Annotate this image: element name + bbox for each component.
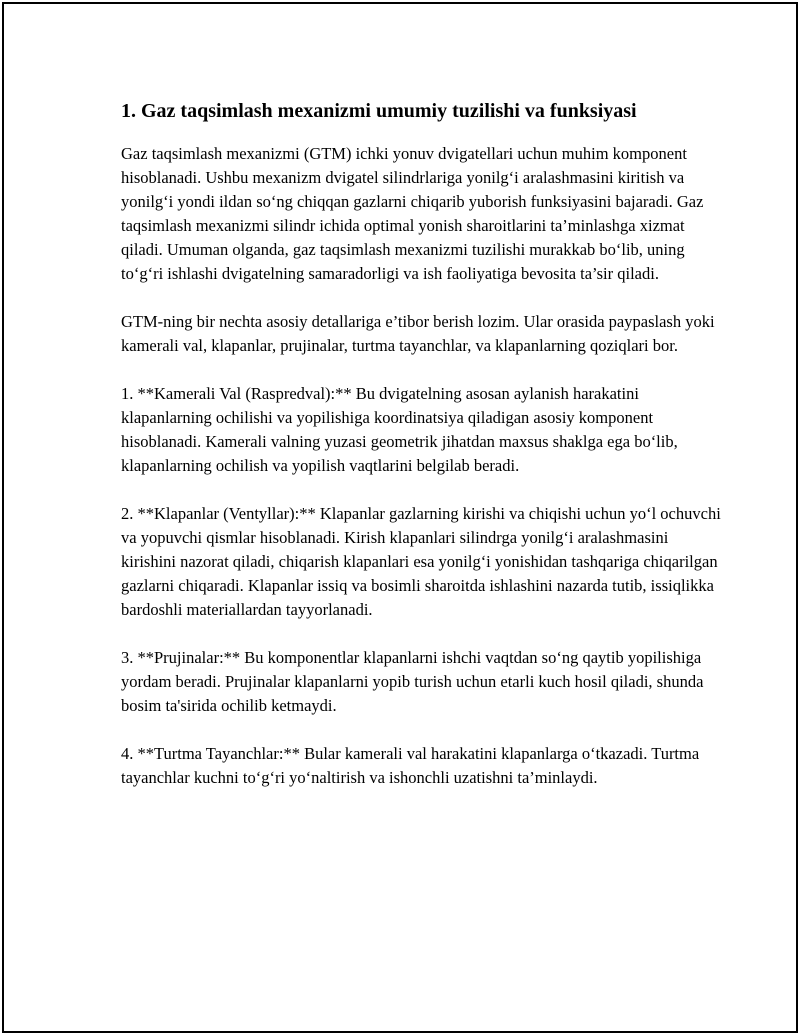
document-body: [121, 97, 721, 814]
pushrods-paragraph: 4. **Turtma Tayanchlar:** Bular kamerali val harakatini klapanlarga o‘tkazadi. Turtma tayanchlar kuchni to‘g‘ri yo‘naltirish va ishonchli uzatishni ta’minlaydi.: [121, 744, 700, 787]
components-paragraph: GTM-ning bir nechta asosiy detallariga e’tibor berish lozim. Ular orasida paypaslash yoki kamerali val, klapanlar, prujinalar, turtma tayanchlar, va klapanlarning qoziqlari bor.: [121, 312, 715, 355]
valves-paragraph: 2. **Klapanlar (Ventyllar):** Klapanlar gazlarning kirishi va chiqishi uchun yo‘l ochuvchi va yopuvchi qismlar hisoblanadi. Kirish klapanlari silindrga yonilg‘i aralashmasini kirishini nazorat qiladi, chiqarish klapanlari esa yonilg‘i yonishidan tashqariga chiqarilgan gazlarni chiqaradi. Klapanlar issiq va bosimli sharoitda ishlashini nazarda tutib, issiqlikka bardoshli materiallardan tayyorlanadi.: [121, 504, 721, 619]
intro-paragraph: Gaz taqsimlash mexanizmi (GTM) ichki yonuv dvigatellari uchun muhim komponent hisoblanadi. Ushbu mexanizm dvigatel silindrlariga yonilg‘i aralashmasini kiritish va yonilg‘i yondi ildan so‘ng chiqqan gazlarni chiqarib yuborish funksiyasini bajaradi. Gaz taqsimlash mexanizmi silindr ichida optimal yonish sharoitlarini ta’minlashga xizmat qiladi. Umuman olganda, gaz taqsimlash mexanizmi tuzilishi murakkab bo‘lib, uning to‘g‘ri ishlashi dvigatelning samaradorligi va ish faoliyatiga bevosita ta’sir qiladi.: [121, 144, 704, 283]
page-frame: [2, 2, 798, 1033]
camshaft-paragraph: 1. **Kamerali Val (Raspredval):** Bu dvigatelning asosan aylanish harakatini klapanlarning ochilishi va yopilishiga koordinatsiya qiladigan asosiy komponent hisoblanadi. Kamerali valning yuzasi geometrik jihatdan maxsus shaklga ega bo‘lib, klapanlarning ochilish va yopilish vaqtlarini belgilab beradi.: [121, 384, 678, 475]
springs-paragraph: 3. **Prujinalar:** Bu komponentlar klapanlarni ishchi vaqtdan so‘ng qaytib yopilishiga yordam beradi. Prujinalar klapanlarni yopib turish uchun etarli kuch hosil qiladi, shunda bosim ta'sirida ochilib ketmaydi.: [121, 648, 704, 715]
section-heading: 1. Gaz taqsimlash mexanizmi umumiy tuzilishi va funksiyasi: [121, 100, 637, 122]
